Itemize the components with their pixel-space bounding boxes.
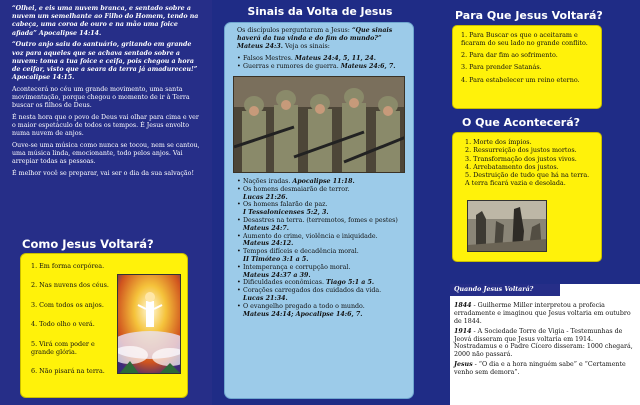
soldiers-photo [233,76,405,173]
list-item: 3. Para prender Satanás. [461,63,542,72]
when-paragraph: Jesus - “O dia e a hora ninguém sabe” e “Certamente venho sem demora”. [454,361,626,377]
why-list [461,32,593,84]
when-jesus-returns-title: Quando Jesus Voltará? [450,284,560,296]
signs-panel [224,22,414,399]
list-item: 1. Para Buscar os que o aceitaram e ficaram do seu lado no grande conflito. [461,31,588,47]
list-item: • Nações iradas. Apocalipse 11:18. [237,178,405,186]
ruins-photo [467,200,547,252]
jesus-glory-illustration [117,274,181,374]
why-jesus-returns-title: Para Que Jesus Voltará? [455,9,603,22]
left-paragraph-5: Ouve-se uma música como nunca se tocou, nem se cantou, uma música linda, emocionante, todo pelos anjos. Vai arrepiar todas as pessoas. [12,142,200,166]
list-item: • Guerras e rumores de guerra. Mateus 24:6, 7. [237,63,405,71]
left-paragraph-2: “Outro anjo saiu do santuário, gritando em grande voz para aqueles que se achava sentado sobre a nuvem: toma a tua foice e ceifa, pois chegou a hora de ceifar, visto que a seara da terra já amadureceu!” Apocalipse 14:15. [12,41,198,82]
list-item: • Dificuldades econômicas. Tiago 5:1 a 5. [237,279,405,287]
left-paragraph-6: É melhor você se preparar, vai ser o dia da sua salvação! [12,170,195,178]
list-item: 4. Arrebatamento dos justos. [465,162,559,171]
jesus-glory-image [118,275,181,374]
list-item: • Os homens desmaiarão de terror. Lucas 21:26. [237,186,405,202]
when-jesus-returns-box [450,284,640,405]
soldiers-image [234,77,405,173]
ruins-image [468,201,547,252]
how-jesus-returns-box [20,253,188,398]
left-paragraph-4: É nesta hora que o povo de Deus vai olhar para cima e ver o maior espetáculo de todos os tempos. É Jesus envolto numa nuvem de anjos. [12,113,199,138]
why-jesus-returns-box [452,25,602,109]
list-item: • Corações carregados dos cuidados da vida. Lucas 21:34. [237,287,405,303]
list-item: • Tempos difíceis e decadência moral. II Timóteo 3:1 a 5. [237,248,405,264]
list-item: • Aumento do crime, violência e iniquidade. Mateus 24:12. [237,233,405,249]
list-item: 2. Nas nuvens dos céus. [31,281,109,290]
list-item: 1. Em forma corpórea. [31,262,105,270]
list-item: 6. Não pisará na terra. [31,366,105,375]
what-list [465,139,593,188]
list-item: 4. Todo olho o verá. [31,320,95,329]
signs-list-top [237,55,405,71]
list-item: 2. Para dar fim ao sofrimento. [461,51,558,60]
list-item: • Desastres na terra. (terremotos, fomes e pestes) Mateus 24:7. [237,217,405,233]
signs-list-bottom [237,178,405,318]
signs-intro: Os discípulos perguntaram a Jesus: “Que sinais haverá da tua vinda e do fim do mundo?” Mateus 24:3. Veja os sinais: [237,27,393,50]
list-item: 2. Ressurreição dos justos mortos. [465,146,577,155]
signs-title: Sinais da Volta de Jesus [247,5,393,18]
list-item: • Falsos Mestres. Mateus 24:4, 5, 11, 24. [237,55,405,63]
list-item: • O evangelho pregado a todo o mundo. Mateus 24:14; Apocalipse 14:6, 7. [237,303,405,319]
list-item: 5. Virá com poder e grande glória. [31,339,95,356]
when-paragraph: 1844 - Guilherme Miller interpretou a profecia erradamente e imaginou que Jesus voltaria em outubro de 1844. [454,301,631,325]
list-item: 4. Para estabelecer um reino eterno. [461,75,580,84]
list-item: 3. Transformação dos justos vivos. [465,154,577,163]
list-item: • Intemperança e corrupção moral. Mateus 24:37 a 39. [237,264,405,280]
list-item: • Os homens falarão de paz. I Tessalonicenses 5:2, 3. [237,201,405,217]
when-paragraph: 1914 - A Sociedade Torre de Vigia - Testemunhas de Jeová disseram que Jesus voltaria em 1914. Nostradamus e o Padre Cícero disseram: 1000 chegará, 2000 não passará. [454,327,633,359]
left-paragraph-1: “Olhei, e eis uma nuvem branca, e sentado sobre a nuvem um semelhante ao Filho do Homem, tendo na cabeça, uma coroa de ouro e na mão uma foice afiada” Apocalipse 14:14. [12,5,199,37]
list-item: 3. Com todos os anjos. [31,300,104,309]
how-jesus-returns-title: Como Jesus Voltará? [22,237,154,251]
left-paragraph-3: Acontecerá no céu um grande movimento, uma santa movimentação, porque chegou o momento de ir à Terra buscar os filhos de Deus. [12,85,190,110]
list-item: 1. Morte dos ímpios. [465,138,532,146]
list-item: 5. Destruição de tudo que há na terra. [465,171,590,180]
list-item: A terra ficará vazia e desolada. [465,179,566,188]
what-will-happen-title: O Que Acontecerá? [462,116,581,129]
